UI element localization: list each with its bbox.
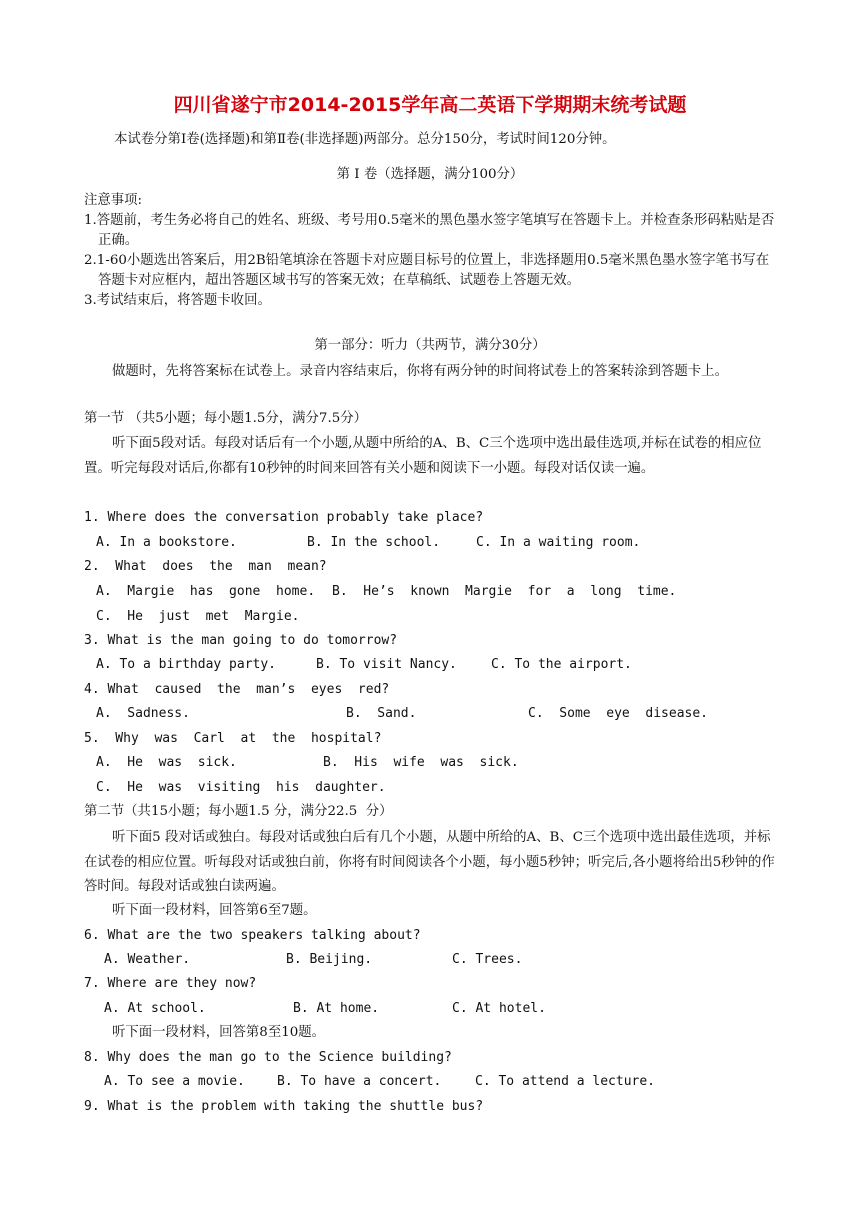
option-1b: B. In the school. <box>307 535 441 550</box>
option-3a: A. To a birthday party. <box>96 657 277 672</box>
volume1-heading: 第 Ⅰ 卷（选择题，满分100分） <box>336 167 524 182</box>
option-6b: B. Beijing. <box>286 952 373 967</box>
question-4: 4. What caused the man’s eyes red? <box>84 682 390 697</box>
notes-block <box>84 191 780 311</box>
notes-item: 1.答题前，考生务必将自己的姓名、班级、考号用0.5毫米的黑色墨水签字笔填写在答题卡上。并检查条形码粘贴是否正确。 <box>84 213 775 248</box>
option-8b: B. To have a concert. <box>277 1074 442 1089</box>
option-4c: C. Some eye disease. <box>528 706 709 721</box>
option-1c: C. In a waiting room. <box>476 535 641 550</box>
option-3c: C. To the airport. <box>491 657 632 672</box>
question-6: 6. What are the two speakers talking about? <box>84 928 421 943</box>
exam-title: 四川省遂宁市2014-2015学年高二英语下学期期末统考试题 <box>173 94 687 116</box>
option-1a: A. In a bookstore. <box>96 535 237 550</box>
question-9: 9. What is the problem with taking the shuttle bus? <box>84 1099 484 1114</box>
option-6a: A. Weather. <box>104 952 191 967</box>
section2-heading: 第二节（共15小题；每小题1.5 分，满分22.5 分） <box>84 804 393 819</box>
option-5b: B. His wife was sick. <box>323 755 519 770</box>
section2-instruction: 听下面5 段对话或独白。每段对话或独白后有几个小题，从题中所给的A、B、C三个选项中选出最佳选项，并标在试卷的相应位置。听每段对话或独白前，你将有时间阅读各个小题，每小题5秒钟；听完后,各小题将给出5秒钟的作答时间。每段对话或独白读两遍。 <box>84 830 775 895</box>
notes-item: 2.1-60小题选出答案后，用2B铅笔填涂在答题卡对应题目标号的位置上，非选择题用0.5毫米黑色墨水签字笔书写在答题卡对应框内，超出答题区域书写的答案无效；在草稿纸、试题卷上答题无效。 <box>84 253 770 288</box>
option-7b: B. At home. <box>293 1001 380 1016</box>
notes-item: 3.考试结束后，将答题卡收回。 <box>84 293 271 308</box>
option-5a: A. He was sick. <box>96 755 237 770</box>
option-8a: A. To see a movie. <box>104 1074 245 1089</box>
material-8-10: 听下面一段材料，回答第8至10题。 <box>112 1025 326 1040</box>
question-1: 1. Where does the conversation probably take place? <box>84 510 484 525</box>
option-5c: C. He was visiting his daughter. <box>96 780 386 795</box>
option-7a: A. At school. <box>104 1001 206 1016</box>
option-8c: C. To attend a lecture. <box>475 1074 656 1089</box>
section1-instruction: 听下面5段对话。每段对话后有一个小题,从题中所给的A、B、C三个选项中选出最佳选项,并标在试卷的相应位置。听完每段对话后,你都有10秒钟的时间来回答有关小题和阅读下一小题。每段对话仅读一遍。 <box>84 436 762 476</box>
option-4a: A. Sadness. <box>96 706 190 721</box>
material-6-7: 听下面一段材料，回答第6至7题。 <box>112 903 317 918</box>
notes-heading: 注意事项: <box>84 193 143 208</box>
option-6c: C. Trees. <box>452 952 523 967</box>
option-2a: A. Margie has gone home. <box>96 584 316 599</box>
exam-intro: 本试卷分第Ⅰ卷(选择题)和第Ⅱ卷(非选择题)两部分。总分150分，考试时间120分钟。 <box>114 132 616 147</box>
question-8: 8. Why does the man go to the Science building? <box>84 1050 452 1065</box>
option-2c: C. He just met Margie. <box>96 609 300 624</box>
question-5: 5. Why was Carl at the hospital? <box>84 731 382 746</box>
option-7c: C. At hotel. <box>452 1001 546 1016</box>
question-7: 7. Where are they now? <box>84 976 257 991</box>
option-2b: B. He’s known Margie for a long time. <box>332 584 677 599</box>
question-2: 2. What does the man mean? <box>84 559 327 574</box>
option-3b: B. To visit Nancy. <box>316 657 457 672</box>
option-4b: B. Sand. <box>346 706 417 721</box>
part1-instruction: 做题时，先将答案标在试卷上。录音内容结束后，你将有两分钟的时间将试卷上的答案转涂到答题卡上。 <box>112 364 728 379</box>
section1-heading: 第一节 （共5小题；每小题1.5分，满分7.5分） <box>84 411 368 426</box>
part1-heading: 第一部分：听力（共两节，满分30分） <box>314 338 546 353</box>
question-3: 3. What is the man going to do tomorrow? <box>84 633 398 648</box>
